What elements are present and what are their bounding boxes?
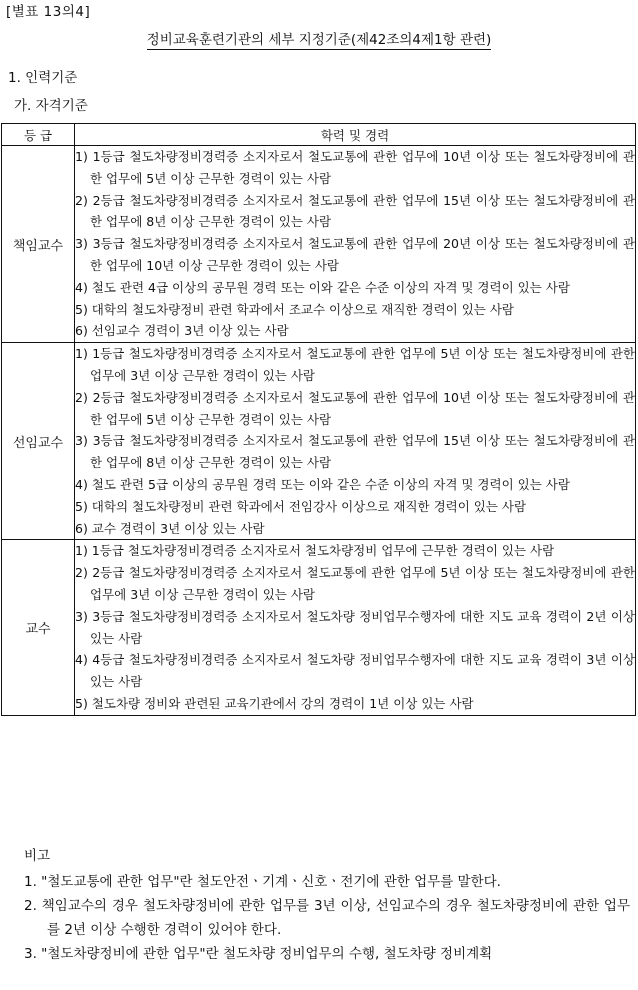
qualification-item: 3) 3등급 철도차량정비경력증 소지자로서 철도교통에 관한 업무에 20년 이상 또는 철도차량정비에 관한 업무에 10년 이상 근무한 경력이 있는 사람 bbox=[75, 236, 635, 273]
qualification-item: 2) 2등급 철도차량정비경력증 소지자로서 철도교통에 관한 업무에 15년 이상 또는 철도차량정비에 관한 업무에 8년 이상 근무한 경력이 있는 사람 bbox=[75, 192, 635, 230]
qualification-cell bbox=[75, 540, 636, 715]
qualification-item: 6) 선임교수 경력이 3년 이상 있는 사람 bbox=[75, 323, 289, 339]
grade-cell: 교수 bbox=[2, 540, 75, 715]
qualification-item: 5) 대학의 철도차량정비 관련 학과에서 전임강사 이상으로 재직한 경력이 있는 사람 bbox=[75, 498, 527, 514]
qualification-item: 2) 2등급 철도차량정비경력증 소지자로서 철도교통에 관한 업무에 10년 이상 또는 철도차량정비에 관한 업무에 5년 이상 근무한 경력이 있는 사람 bbox=[75, 389, 635, 427]
qualification-item: 1) 1등급 철도차량정비경력증 소지자로서 철도차량정비 업무에 근무한 경력이 있는 사람 bbox=[75, 543, 555, 559]
document-title-text: 정비교육훈련기관의 세부 지정기준(제42조의4제1항 관련) bbox=[146, 32, 492, 48]
subsection-heading: 가. 자격기준 bbox=[14, 98, 88, 114]
notes-list bbox=[24, 870, 630, 966]
table-row-senior-professor bbox=[2, 343, 636, 540]
qualification-item: 2) 2등급 철도차량정비경력증 소지자로서 철도교통에 관한 업무에 5년 이상 또는 철도차량정비에 관한 업무에 3년 이상 근무한 경력이 있는 사람 bbox=[75, 565, 635, 602]
note-item: 2. 책임교수의 경우 철도차량정비에 관한 업무를 3년 이상, 선임교수의 경우 철도차량정비에 관한 업무를 2년 이상 수행한 경력이 있어야 한다. bbox=[24, 898, 630, 938]
qualification-item: 1) 1등급 철도차량정비경력증 소지자로서 철도교통에 관한 업무에 10년 이상 또는 철도차량정비에 관한 업무에 5년 이상 근무한 경력이 있는 사람 bbox=[75, 149, 635, 186]
qualification-cell bbox=[75, 146, 636, 343]
qualification-item: 5) 철도차량 정비와 관련된 교육기관에서 강의 경력이 1년 이상 있는 사람 bbox=[75, 695, 474, 711]
qualification-item: 3) 3등급 철도차량정비경력증 소지자로서 철도교통에 관한 업무에 15년 이상 또는 철도차량정비에 관한 업무에 8년 이상 근무한 경력이 있는 사람 bbox=[75, 433, 635, 471]
header-qualification: 학력 및 경력 bbox=[75, 124, 636, 146]
qualification-item: 5) 대학의 철도차량정비 관련 학과에서 조교수 이상으로 재직한 경력이 있는 사람 bbox=[75, 301, 514, 317]
note-item: 3. "철도차량정비에 관한 업무"란 철도차량 정비업무의 수행, 철도차량 정비계획 bbox=[24, 946, 493, 962]
qualification-item: 4) 4등급 철도차량정비경력증 소지자로서 철도차량 정비업무수행자에 대한 지도 교육 경력이 3년 이상 있는 사람 bbox=[75, 652, 635, 690]
table-header-row bbox=[2, 124, 636, 146]
qualification-table bbox=[1, 123, 636, 716]
section-heading: 1. 인력기준 bbox=[8, 70, 78, 86]
qualification-item: 4) 철도 관련 5급 이상의 공무원 경력 또는 이와 같은 수준 이상의 자격 및 경력이 있는 사람 bbox=[75, 476, 570, 492]
grade-cell: 선임교수 bbox=[2, 343, 75, 540]
table-row-chief-professor bbox=[2, 146, 636, 343]
qualification-item: 4) 철도 관련 4급 이상의 공무원 경력 또는 이와 같은 수준 이상의 자격 및 경력이 있는 사람 bbox=[75, 279, 570, 295]
table-row-professor bbox=[2, 540, 636, 715]
qualification-cell bbox=[75, 343, 636, 540]
qualification-item: 6) 교수 경력이 3년 이상 있는 사람 bbox=[75, 520, 265, 536]
note-item: 1. "철도교통에 관한 업무"란 철도안전ㆍ기계ㆍ신호ㆍ전기에 관한 업무를 말한다. bbox=[24, 874, 501, 890]
qualification-item: 3) 3등급 철도차량정비경력증 소지자로서 철도차량 정비업무수행자에 대한 지도 교육 경력이 2년 이상 있는 사람 bbox=[75, 608, 635, 646]
header-grade: 등 급 bbox=[2, 124, 75, 146]
annex-label: [별표 13의4] bbox=[6, 4, 91, 20]
grade-cell: 책임교수 bbox=[2, 146, 75, 343]
notes-heading: 비고 bbox=[24, 848, 51, 864]
document-title bbox=[0, 28, 638, 48]
qualification-item: 1) 1등급 철도차량정비경력증 소지자로서 철도교통에 관한 업무에 5년 이상 또는 철도차량정비에 관한 업무에 3년 이상 근무한 경력이 있는 사람 bbox=[75, 346, 635, 383]
